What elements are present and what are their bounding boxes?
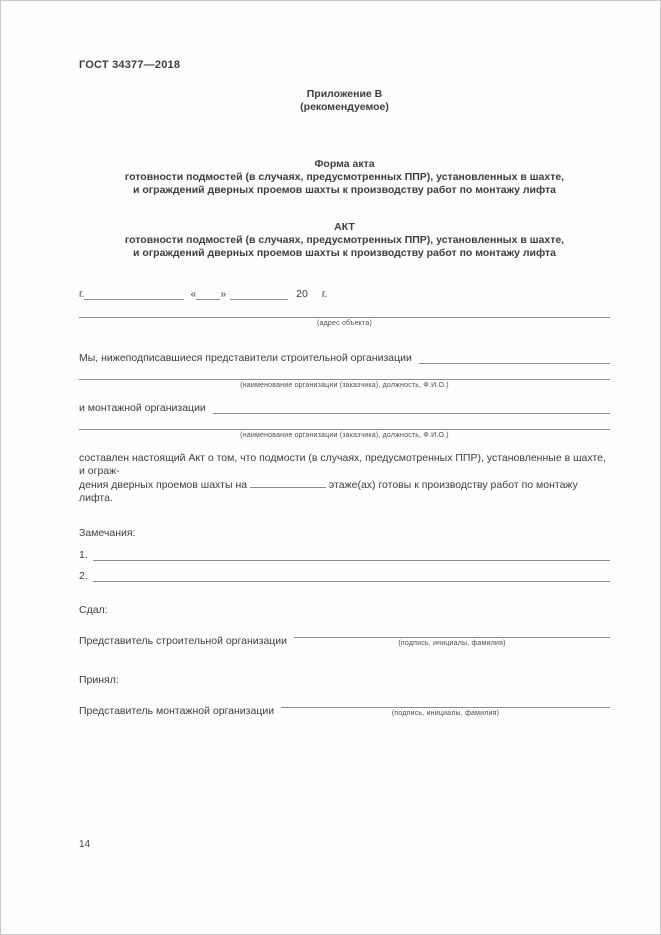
handed-label: Сдал: [79, 604, 108, 616]
day-blank [196, 288, 220, 300]
builders-signature-caption: (подпись, инициалы, фамилия) [398, 640, 506, 647]
blank-line [93, 549, 610, 561]
installer-blank [213, 402, 610, 414]
form-title-line3: и ограждений дверных проемов шахты к производству работ по монтажу лифта [133, 184, 556, 196]
installer-org-row [79, 402, 610, 414]
page-number: 14 [79, 839, 91, 850]
date-line [79, 288, 610, 300]
standard-number-header: ГОСТ 34377—2018 [79, 59, 181, 71]
remark-1-blank [93, 549, 610, 561]
remark-item-2 [79, 570, 610, 582]
installer-representative-role: Представитель монтажной организации [79, 705, 275, 717]
appendix-subtitle: (рекомендуемое) [300, 101, 389, 113]
act-title [79, 221, 610, 260]
signature-line [294, 626, 610, 638]
address-caption: (адрес объекта) [317, 320, 372, 327]
act-title-line2: готовности подмостей (в случаях, предусмотренных ППР), установленных в шахте, [124, 234, 565, 246]
statement-line1: составлен настоящий Акт о том, что подмости (в случаях, предусмотренных ППР), установленные в шахте, и ограж- [79, 452, 606, 477]
year-prefix: 20 [296, 288, 308, 300]
builders-label: Мы, нижеподписавшиеся представители строительной организации [79, 352, 412, 364]
blank-line [213, 402, 610, 414]
appendix-title: Приложение В [306, 88, 383, 100]
floor-number-blank [250, 478, 326, 488]
builders-representative-role: Представитель строительной организации [79, 635, 288, 647]
installer-org-caption: (наименование организации (заказчика), должность, Ф.И.О.) [240, 432, 449, 439]
statement-line2-prefix: дения дверных проемов шахты на [79, 479, 248, 491]
form-title [79, 158, 610, 197]
remark-item-1 [79, 549, 610, 561]
blank-line [93, 570, 610, 582]
builders-org-caption: (наименование организации (заказчика), должность, Ф.И.О.) [240, 382, 449, 389]
builders-signature-row [79, 626, 610, 647]
remark-2-number: 2. [79, 570, 88, 582]
builders-blank [419, 352, 610, 364]
quote-close: » [220, 288, 227, 300]
form-title-line1: Форма акта [314, 158, 375, 170]
page-content [79, 1, 610, 717]
installer-signature-blank [281, 696, 610, 717]
remark-2-blank [93, 570, 610, 582]
signature-line [281, 696, 610, 708]
year-suffix: г. [321, 288, 328, 300]
address-blank-line [79, 317, 610, 318]
act-title-line3: и ограждений дверных проемов шахты к производству работ по монтажу лифта [133, 247, 556, 259]
accepted-label: Принял: [79, 674, 119, 686]
builders-org-blank-line [79, 379, 610, 380]
statement-line2 [79, 478, 610, 505]
statement-line2-suffix: этаже(ах) готовы к производству работ по монтажу лифта. [79, 479, 578, 504]
remarks-label: Замечания: [79, 527, 136, 539]
act-statement [79, 452, 610, 505]
remark-1-number: 1. [79, 549, 88, 561]
installer-signature-row [79, 696, 610, 717]
builders-representatives-row [79, 352, 610, 364]
city-prefix: г. [79, 288, 85, 300]
installer-signature-caption: (подпись, инициалы, фамилия) [391, 710, 500, 717]
blank-line [419, 352, 610, 364]
installer-label: и монтажной организации [79, 402, 206, 414]
quote-open: « [190, 288, 197, 300]
installer-org-blank-line [79, 429, 610, 430]
city-blank [84, 288, 184, 300]
builders-signature-blank [294, 626, 610, 647]
month-blank [230, 288, 288, 300]
form-title-line2: готовности подмостей (в случаях, предусмотренных ППР), установленных в шахте, [124, 171, 565, 183]
appendix-heading [79, 88, 610, 114]
act-title-line1: АКТ [334, 221, 355, 233]
